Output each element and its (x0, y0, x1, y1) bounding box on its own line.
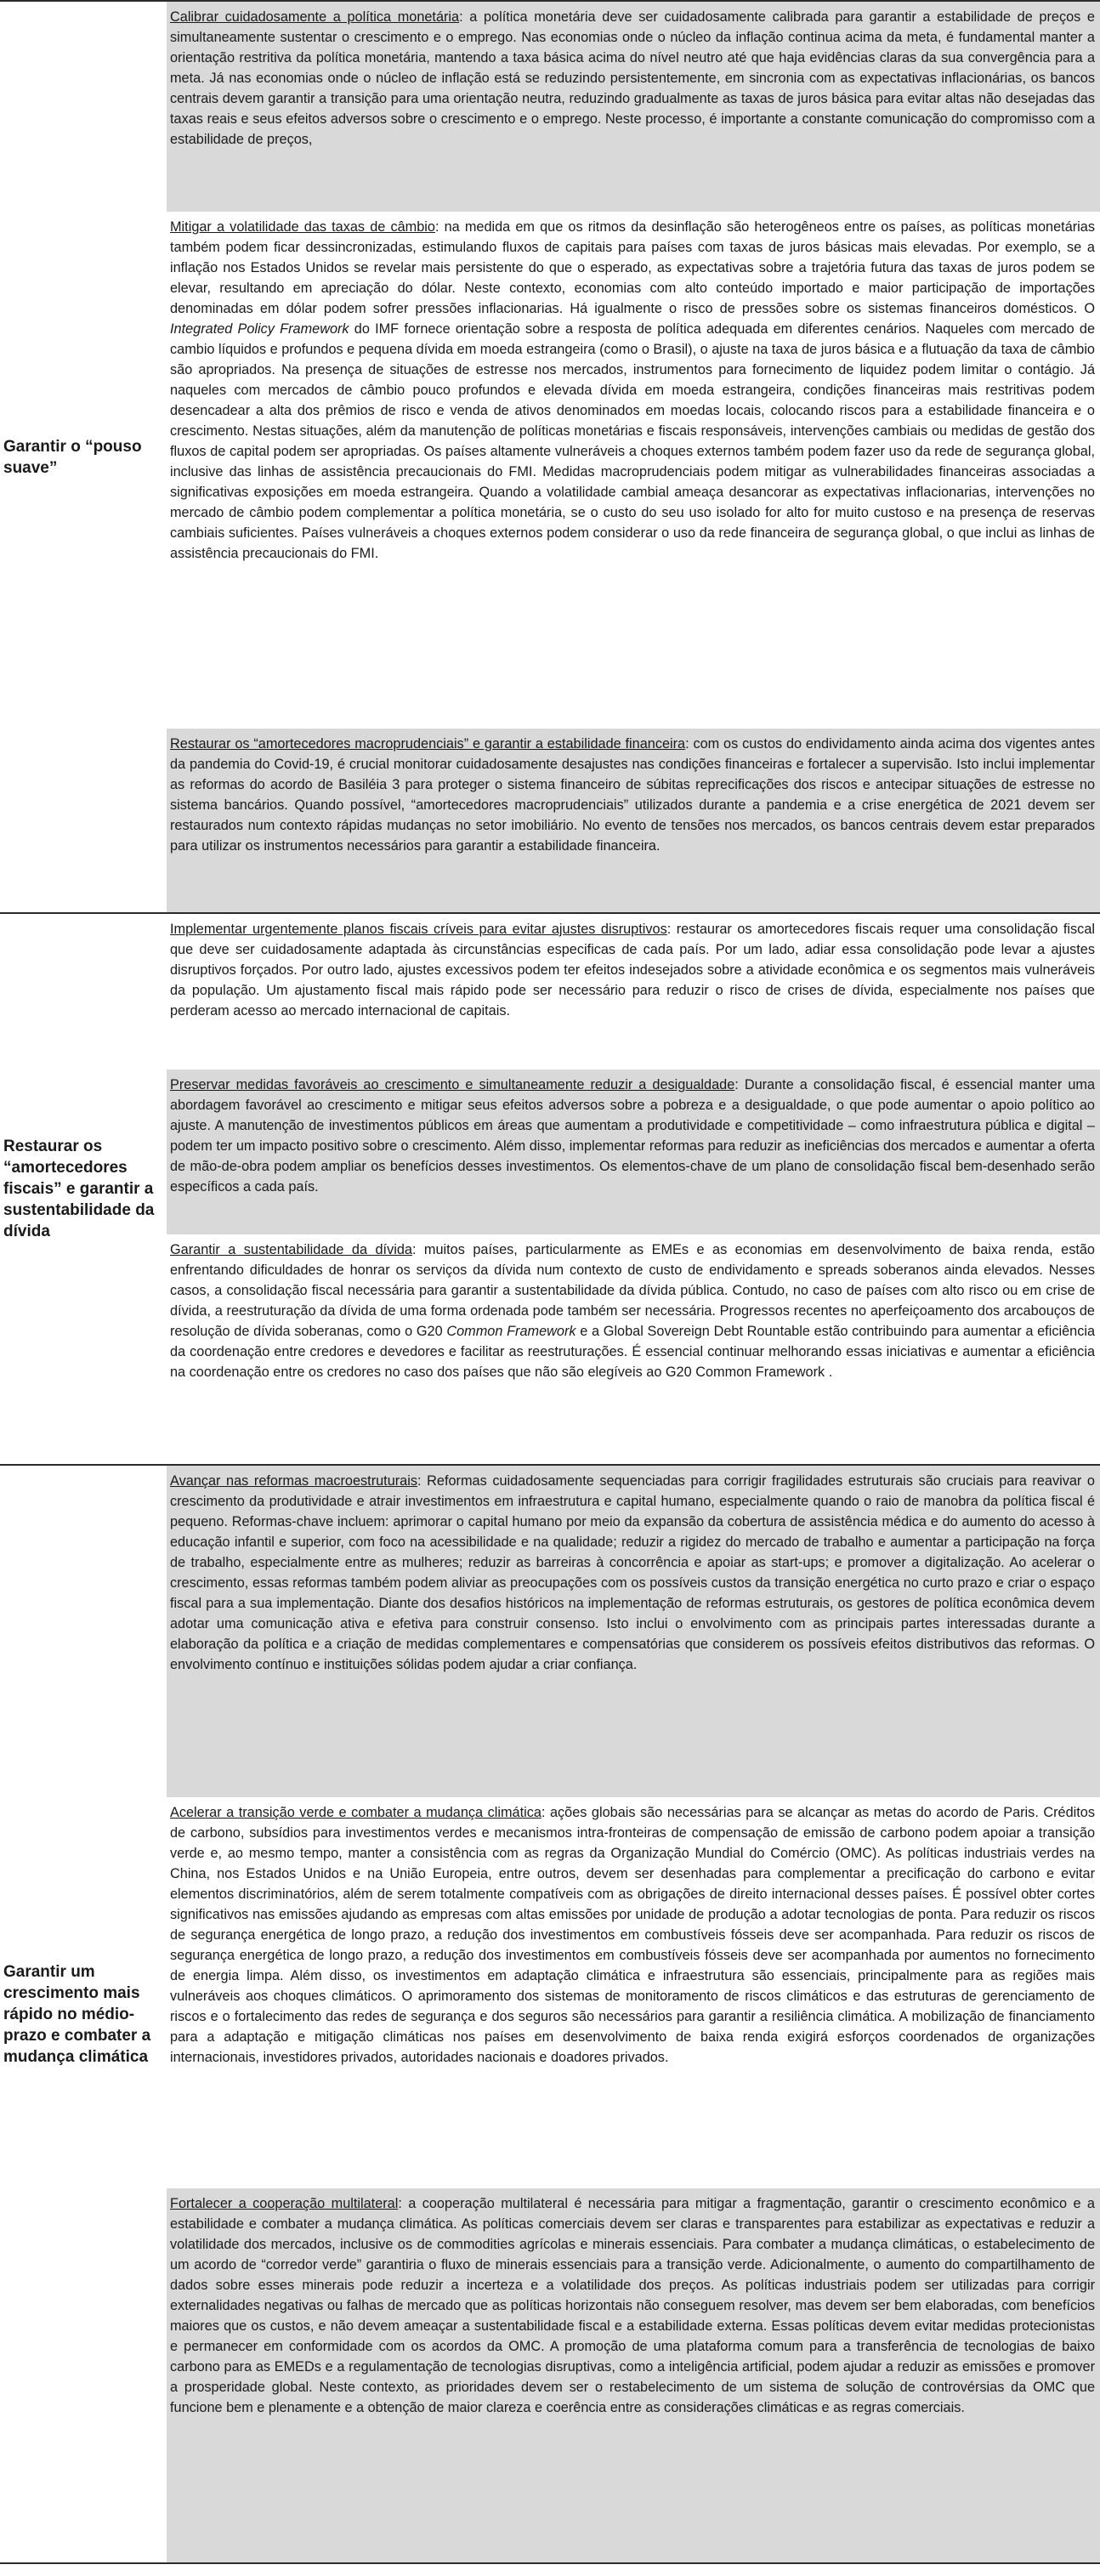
section-label: Garantir um crescimento mais rápido no médio-prazo e combater a mudança climática (3, 1962, 151, 2066)
policy-paragraph (167, 1070, 1100, 1234)
policy-paragraph (167, 1466, 1100, 1797)
section-row (0, 913, 1100, 1465)
paragraph-text: : a política monetária deve ser cuidadosamente calibrada para garantir a estabilidade de preços e simultaneamente sustentar o crescimento e o emprego. Nas economias onde o núcleo da inflação continua acima da meta, é fundamental manter a orientação restritiva da política monetária, mantendo a taxa básica acima do nível neutro até que haja evidências claras da sua convergência para a meta. Já nas economias onde o núcleo de inflação está se reduzindo persistentemente, em sincronia com as expectativas inflacionárias, os bancos centrais devem garantir a transição para uma orientação neutra, reduzindo gradualmente as taxas de juros básica para evitar altas não desejadas das taxas reais e seus efeitos adversos sobre o crescimento e o emprego. Neste processo, é importante a constante comunicação do compromisso com a estabilidade de preços, (170, 9, 1095, 147)
policy-paragraph (167, 729, 1100, 912)
paragraph-topic: Implementar urgentemente planos fiscais críveis para evitar ajustes disruptivos (170, 922, 667, 937)
paragraph-text: : restaurar os amortecedores fiscais requer uma consolidação fiscal que deve ser cuidadosamente adaptada às circunstâncias especificas de cada país. Por um lado, adiar essa consolidação pode levar a ajustes disruptivos forçados. Por outro lado, ajustes excessivos podem ter efeitos indesejados sobre a atividade econômica e os segmentos mais vulneráveis da população. Um ajustamento fiscal mais rápido pode ser necessário para reduzir o risco de crises de dívida, especialmente nos países que perderam acesso ao mercado internacional de capitais. (170, 922, 1095, 1018)
paragraph-topic: Garantir a sustentabilidade da dívida (170, 1242, 412, 1257)
section-label: Restaurar os “amortecedores fiscais” e garantir a sustentabilidade da dívida (3, 1138, 155, 1240)
paragraph-text: : na medida em que os ritmos da desinflação são heterogêneos entre os países, as políticas monetárias também podem ficar dessincronizadas, estimulando fluxos de capitais para países com taxas de juros básicas mais elevadas. Por exemplo, se a inflação nos Estados Unidos se revelar mais persistente do que o esperado, as expectativas sobre a trajetória futura das taxas de juros podem se elevar, resultando em apreciação do dólar. Neste contexto, economias com alto conteúdo importado e maior participação de importações denominadas em dólar podem sofrer pressões inflacionarias. Há igualmente o risco de pressões sobre os sistemas financeiros domésticos. O (170, 219, 1095, 316)
paragraph-topic: Avançar nas reformas macroestruturais (170, 1473, 417, 1489)
policy-paragraph (167, 2188, 1100, 2562)
paragraph-italic: Common Framework (446, 1324, 576, 1339)
paragraph-topic: Preservar medidas favoráveis ao crescimento e simultaneamente reduzir a desigualdade (170, 1077, 735, 1092)
paragraph-topic: Fortalecer a cooperação multilateral (170, 2196, 399, 2211)
section-label-cell (0, 1, 167, 913)
paragraph-text: : muitos países, particularmente as EMEs e as economias em desenvolvimento de baixa renda, estão enfrentando dificuldades de honrar os serviços da dívida num contexto de custo de endividamento e spreads soberanos ainda elevados. Nesses casos, a consolidação fiscal necessária para garantir a sustentabilidade da dívida pública. Contudo, no caso de países com alto risco ou em crise de dívida, a reestruturação da dívida de uma forma ordenada pode também ser necessária. Progressos recentes no aperfeiçoamento dos arcabouços de resolução de dívida soberanas, como o G20 (170, 1242, 1095, 1339)
paragraph-text: : Durante a consolidação fiscal, é essencial manter uma abordagem favorável ao crescimento e mitigar seus efeitos adversos sobre a pobreza e a desigualdade, o que pode aumentar o apoio político ao ajuste. A manutenção de investimentos públicos em áreas que aumentam a produtividade e competitividade – como infraestrutura pública e digital – podem ter um impacto positivo sobre o crescimento. Além disso, implementar reformas para reduzir as ineficiências dos mercados e aumentar a oferta de mão-de-obra podem ampliar os benefícios desses investimentos. Os elementos-chave de um plano de consolidação fiscal bem-desenhado serão específicos a cada país. (170, 1077, 1095, 1194)
section-content-cell (167, 1, 1100, 913)
paragraph-text: : a cooperação multilateral é necessária para mitigar a fragmentação, garantir o crescimento econômico e a estabilidade e combater a mudança climática. As políticas comerciais devem ser claras e transparentes para estabilizar as expectativas e reduzir a volatilidade dos mercados, inclusive os de commodities agrícolas e minerais essenciais. Para combater a mudança climáticas, o estabelecimento de um acordo de “corredor verde” garantiria o fluxo de minerais essenciais para a transição verde. Adicionalmente, o aumento do compartilhamento de dados sobre esses minerais pode reduzir a incerteza e a volatilidade dos preços. As políticas industriais podem ser utilizadas para corrigir externalidades negativas ou falhas de mercado que as políticas horizontais não conseguem resolver, mas devem ser bem elaboradas, com benefícios maiores que os custos, e não devem ameaçar a sustentabilidade fiscal e a estabilidade externa. Essas políticas devem evitar medidas protecionistas e permanecer em conformidade com os acordos da OMC. A promoção de uma plataforma comum para a transferência de tecnologias de baixo carbono para as EMEDs e a regulamentação de tecnologias disruptivas, como a inteligência artificial, podem ajudar a reduzir as emissões e promover a prosperidade global. Neste contexto, as prioridades devem ser o restabelecimento de um sistema de solução de controvérsias da OMC que funcione bem e plenamente e a obtenção de maior clareza e coerência entre as considerações climáticas e as regras comerciais. (170, 2196, 1095, 2415)
paragraph-text-cont: e a Global Sovereign Debt Rountable estão contribuindo para aumentar a eficiência da coordenação entre credores e devedores e facilitar as reestruturações. É essencial continuar melhorando essas iniciativas e aumentar a eficiência na coordenação entre os credores no caso dos países que não são elegíveis ao G20 Common Framework . (170, 1324, 1096, 1380)
section-label-cell (0, 1465, 167, 2563)
paragraph-text: : ações globais são necessárias para se alcançar as metas do acordo de Paris. Créditos de carbono, subsídios para investimentos verdes e mecanismos intra-fronteiras de compensação de emissão de carbono podem apoiar a transição verde e, ao mesmo tempo, manter a consistência com as regras da Organização Mundial do Comércio (OMC). As políticas industriais verdes na China, nos Estados Unidos e na União Europeia, entre outros, devem ser desenhadas para complementar a precificação do carbono e evitar elementos discriminatórios, além de serem totalmente compatíveis com as obrigações de direito internacional desses países. É possível obter cortes significativos nas emissões ajudando as empresas com altas emissões por unidade de produção a adotar tecnologias de ponta. Para reduzir os riscos de segurança energética de longo prazo, a redução dos investimentos em combustíveis fósseis deve ser acompanhada. Para reduzir os riscos de segurança energética de longo prazo, a redução dos investimentos em combustíveis fósseis deve ser acompanhada por aumentos no fornecimento de energia limpa. Além disso, os investimentos em adaptação climática e infraestrutura são essenciais, principalmente para as regiões mais vulneráveis aos choques climáticos. O aprimoramento dos sistemas de monitoramento de riscos climáticos e das estruturas de gerenciamento de riscos e o fortalecimento das redes de segurança e dos seguros são necessários para garantir a resiliência climática. A mobilização de financiamento para a adaptação e mitigação climáticas nos países em desenvolvimento de baixa renda exigirá esforços coordenados de organizações internacionais, investidores privados, autoridades nacionais e doadores privados. (170, 1805, 1095, 2065)
policy-paragraph (167, 2, 1100, 212)
paragraph-text-cont: do IMF fornece orientação sobre a resposta de política adequada em diferentes cenários. Naqueles com mercado de cambio líquidos e profundos e pequena dívida em moeda estrangeira (como o Brasil), o ajuste na taxa de juros básica e a flutuação da taxa de câmbio são apropriados. Na presença de situações de estresse nos mercados, instrumentos para fornecimento de liquidez podem limitar o contágio. Já naqueles com mercados de câmbio pouco profundos e elevada dívida em moeda estrangeira, condições financeiras mais restritivas podem desencadear a alta dos prêmios de risco e venda de ativos denominados em moedas locais, colocando riscos para a estabilidade financeira e o crescimento. Nestas situações, além da manutenção de políticas monetárias e fiscais responsáveis, intervenções cambiais ou medidas de gestão dos fluxos de capital podem ser apropriadas. Os países altamente vulneráveis a choques externos também podem fazer uso da rede de segurança global, inclusive das linhas de assistência precaucionais do FMI. Medidas macroprudenciais podem mitigar as vulnerabilidades financeiras associadas a significativas exposições em moeda estrangeira. Quando a volatilidade cambial ameaça desancorar as expectativas inflacionarias, intervenções no mercado de câmbio podem complementar a política monetária, se o custo do seu uso isolado for alto for muito custoso e na presença de reservas cambiais suficientes. Países vulneráveis a choques externos podem considerar o uso da rede financeira de segurança global, o que inclui as linhas de assistência precaucionais do FMI. (170, 321, 1095, 561)
paragraph-topic: Restaurar os “amortecedores macroprudenciais” e garantir a estabilidade financeira (170, 736, 686, 752)
paragraph-text: : Reformas cuidadosamente sequenciadas para corrigir fragilidades estruturais são cruciais para reavivar o crescimento da produtividade e atrair investimentos em infraestrutura e capital humano, especialmente quando o raio de manobra da política fiscal é pequeno. Reformas-chave incluem: aprimorar o capital humano por meio da expansão da cobertura de assistência médica e do aumento do acesso à educação infantil e superior, com foco na acessibilidade e na qualidade; reduzir a rigidez do mercado de trabalho e aumentar a participação na força de trabalho, especialmente entre as mulheres; reduzir as barreiras à concorrência e apoiar as start-ups; e promover a digitalização. Ao acelerar o crescimento, essas reformas também podem aliviar as preocupações com os possíveis custos da transição energética no curto prazo e criar o espaço fiscal para a sua implementação. Diante dos desafios históricos na implementação de reformas estruturais, os gestores de política econômica devem adotar uma comunicação ativa e efetiva para construir consenso. Isto inclui o envolvimento com as principais partes interessadas durante a elaboração da política e a criação de medidas complementares e compensatórias que considerem os possíveis efeitos distributivos das reformas. O envolvimento contínuo e instituições sólidas podem ajudar a criar confiança. (170, 1473, 1095, 1672)
paragraph-italic: Integrated Policy Framework (170, 321, 349, 337)
section-label: Garantir o “pouso suave” (3, 437, 142, 477)
section-content-cell (167, 913, 1100, 1465)
policy-paragraph (167, 1234, 1100, 1464)
section-row (0, 1465, 1100, 2563)
section-content-cell (167, 1465, 1100, 2563)
paragraph-topic: Calibrar cuidadosamente a política monetária (170, 9, 460, 25)
policy-paragraph (167, 212, 1100, 729)
section-label-cell (0, 913, 167, 1465)
section-row (0, 1, 1100, 913)
paragraph-text: : com os custos do endividamento ainda acima dos vigentes antes da pandemia do Covid-19, é crucial monitorar cuidadosamente desajustes nas condições financeiras e fortalecer a supervisão. Isto inclui implementar as reformas do acordo de Basiléia 3 para proteger o sistema financeiro de súbitas reprecificações dos riscos e antecipar situações de estresse no sistema bancários. Quando possível, “amortecedores macroprudenciais” utilizados durante a pandemia e a crise energética de 2021 devem ser restaurados num contexto rápidas mudanças no setor imobiliário. No evento de tensões nos mercados, os bancos centrais devem estar preparados para utilizar os instrumentos necessários para garantir a estabilidade financeira. (170, 736, 1095, 854)
policy-paragraph (167, 914, 1100, 1070)
policy-paragraph (167, 1797, 1100, 2188)
paragraph-topic: Mitigar a volatilidade das taxas de câmbio (170, 219, 435, 235)
paragraph-topic: Acelerar a transição verde e combater a mudança climática (170, 1805, 541, 1820)
